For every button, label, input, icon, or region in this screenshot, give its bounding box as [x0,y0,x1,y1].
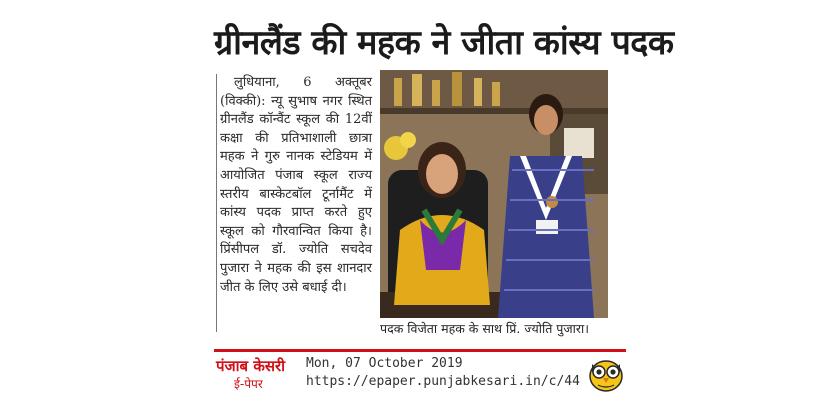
brand-subtitle: ई-पेपर [234,377,263,391]
brand-name: पंजाब केसरी [216,357,286,375]
column-divider [216,74,217,332]
footer-divider [214,349,626,352]
article-body [220,74,372,336]
photo-illustration [380,70,608,318]
owl-icon [588,354,624,392]
article-photo [380,70,608,318]
source-url[interactable]: https://epaper.punjabkesari.in/c/44 [306,374,580,389]
publish-date: Mon, 07 October 2019 [306,356,463,371]
brand-logo [216,356,296,394]
article-headline: ग्रीनलैंड की महक ने जीता कांस्य पदक [214,23,674,63]
photo-caption: पदक विजेता महक के साथ प्रिं. ज्योति पुजारा। [380,321,589,336]
article-body-text: लुधियाना, 6 अक्तूबर (विक्की): न्यू सुभाष नगर स्थित ग्रीनलैंड कॉन्वैंट स्कूल की 12वीं कक्षा की प्रतिभाशाली छात्रा महक ने गुरु नानक स्टेडियम में आयोजित पंजाब स्कूल राज्य स्तरीय बास्केटबॉल टूर्नामैंट में कांस्य पदक प्राप्त करते हुए स्कूल को गौरवान्वित किया है। प्रिंसीपल डॉ. ज्योति सचदेव पुजारा ने महक की इस शानदार जीत के लिए उसे बधाई दी। [220,75,372,295]
